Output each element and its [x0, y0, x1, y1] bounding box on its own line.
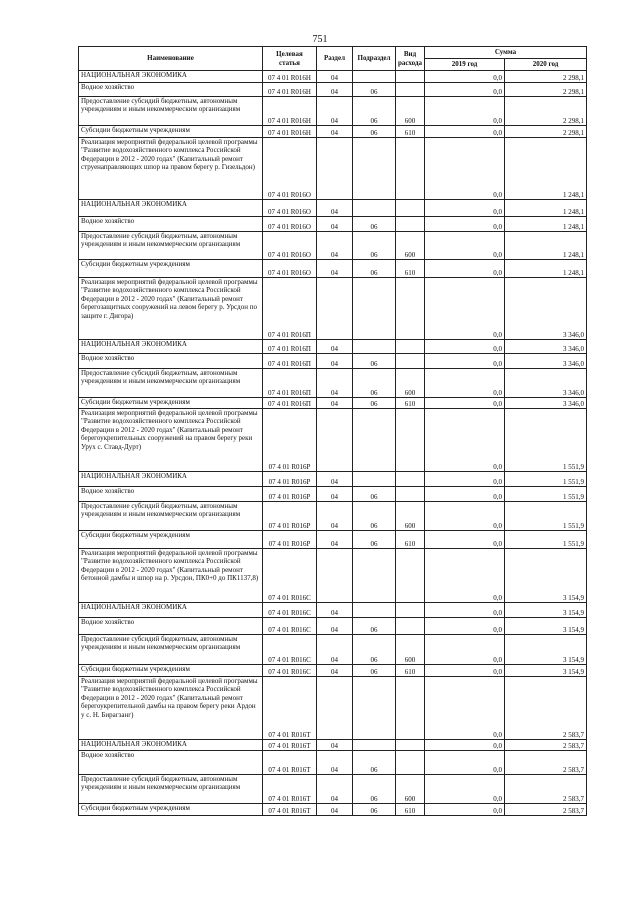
cell-expense-type: 610 — [396, 398, 425, 409]
cell-name: Водное хозяйство — [79, 751, 263, 775]
cell-2019: 0,0 — [425, 502, 505, 531]
cell-2019: 0,0 — [425, 126, 505, 138]
cell-article: 07 4 01 R016Н — [263, 83, 317, 97]
cell-2019: 0,0 — [425, 618, 505, 635]
cell-section: 04 — [317, 665, 353, 677]
cell-name: Водное хозяйство — [79, 217, 263, 232]
cell-expense-type — [396, 138, 425, 200]
table-row — [79, 83, 587, 97]
cell-subsection — [353, 603, 396, 618]
cell-name: Водное хозяйство — [79, 354, 263, 369]
cell-name: Субсидии бюджетным учреждениям — [79, 531, 263, 549]
cell-2019: 0,0 — [425, 487, 505, 502]
cell-article: 07 4 01 R016С — [263, 618, 317, 635]
cell-section: 04 — [317, 340, 353, 354]
cell-expense-type — [396, 83, 425, 97]
cell-name: Субсидии бюджетным учреждениям — [79, 398, 263, 409]
cell-expense-type: 610 — [396, 531, 425, 549]
cell-expense-type: 610 — [396, 804, 425, 816]
cell-name: Реализация мероприятий федеральной целевой программы "Развитие водохозяйственного комплекса Российской Федерации в 2012 - 2020 годах" (Капитальный ремонт берегоукрепительной дамбы на правом берегу реки Ардон у с. Н. Бирагзанг) — [79, 677, 263, 740]
header-year-2020: 2020 год — [505, 59, 587, 71]
cell-expense-type — [396, 472, 425, 487]
cell-section: 04 — [317, 502, 353, 531]
cell-section: 04 — [317, 603, 353, 618]
cell-name: Водное хозяйство — [79, 487, 263, 502]
cell-article: 07 4 01 R016Т — [263, 740, 317, 751]
cell-name: Предоставление субсидий бюджетным, автономным учреждениям и иным некоммерческим организациям — [79, 97, 263, 126]
cell-expense-type — [396, 409, 425, 472]
cell-section: 04 — [317, 751, 353, 775]
cell-subsection: 06 — [353, 618, 396, 635]
cell-article: 07 4 01 R016О — [263, 232, 317, 260]
table-row — [79, 217, 587, 232]
cell-expense-type — [396, 487, 425, 502]
cell-article: 07 4 01 R016Р — [263, 409, 317, 472]
cell-article: 07 4 01 R016Т — [263, 775, 317, 804]
cell-expense-type — [396, 217, 425, 232]
cell-article: 07 4 01 R016П — [263, 369, 317, 398]
header-subsection: Подраздел — [353, 47, 396, 71]
cell-article: 07 4 01 R016Т — [263, 677, 317, 740]
cell-subsection: 06 — [353, 126, 396, 138]
cell-2020: 3 346,0 — [505, 369, 587, 398]
cell-2020: 2 298,1 — [505, 83, 587, 97]
cell-section: 04 — [317, 775, 353, 804]
cell-2019: 0,0 — [425, 740, 505, 751]
cell-subsection: 06 — [353, 354, 396, 369]
header-expense-type: Вид расхода — [396, 47, 425, 71]
cell-2019: 0,0 — [425, 97, 505, 126]
table-row — [79, 232, 587, 260]
cell-section: 04 — [317, 804, 353, 816]
cell-name: Предоставление субсидий бюджетным, автономным учреждениям и иным некоммерческим организациям — [79, 369, 263, 398]
cell-2020: 2 583,7 — [505, 677, 587, 740]
cell-2019: 0,0 — [425, 804, 505, 816]
table-row — [79, 775, 587, 804]
cell-section: 04 — [317, 740, 353, 751]
cell-section — [317, 549, 353, 603]
cell-expense-type: 600 — [396, 502, 425, 531]
cell-expense-type — [396, 340, 425, 354]
cell-expense-type: 600 — [396, 369, 425, 398]
cell-section: 04 — [317, 487, 353, 502]
cell-article: 07 4 01 R016С — [263, 549, 317, 603]
cell-article: 07 4 01 R016П — [263, 398, 317, 409]
cell-expense-type: 610 — [396, 126, 425, 138]
table-row — [79, 635, 587, 665]
cell-article: 07 4 01 R016Н — [263, 97, 317, 126]
cell-2020: 3 346,0 — [505, 340, 587, 354]
cell-name: НАЦИОНАЛЬНАЯ ЭКОНОМИКА — [79, 200, 263, 217]
cell-subsection — [353, 677, 396, 740]
cell-name: Предоставление субсидий бюджетным, автономным учреждениям и иным некоммерческим организациям — [79, 635, 263, 665]
cell-name: Водное хозяйство — [79, 618, 263, 635]
cell-subsection: 06 — [353, 502, 396, 531]
cell-2020: 1 248,1 — [505, 260, 587, 278]
cell-2020: 3 154,9 — [505, 665, 587, 677]
cell-name: НАЦИОНАЛЬНАЯ ЭКОНОМИКА — [79, 603, 263, 618]
cell-subsection: 06 — [353, 398, 396, 409]
table-row — [79, 278, 587, 340]
cell-2020: 1 248,1 — [505, 217, 587, 232]
cell-subsection: 06 — [353, 487, 396, 502]
cell-section: 04 — [317, 126, 353, 138]
cell-2020: 1 248,1 — [505, 138, 587, 200]
cell-name: НАЦИОНАЛЬНАЯ ЭКОНОМИКА — [79, 340, 263, 354]
cell-expense-type — [396, 603, 425, 618]
cell-2020: 1 551,9 — [505, 531, 587, 549]
cell-expense-type: 610 — [396, 665, 425, 677]
cell-2019: 0,0 — [425, 398, 505, 409]
cell-article: 07 4 01 R016Т — [263, 804, 317, 816]
cell-name: Субсидии бюджетным учреждениям — [79, 126, 263, 138]
cell-2020: 1 248,1 — [505, 200, 587, 217]
cell-name: НАЦИОНАЛЬНАЯ ЭКОНОМИКА — [79, 472, 263, 487]
cell-article: 07 4 01 R016О — [263, 200, 317, 217]
table-row — [79, 354, 587, 369]
cell-2020: 3 154,9 — [505, 603, 587, 618]
cell-section — [317, 138, 353, 200]
cell-2019: 0,0 — [425, 278, 505, 340]
table-row — [79, 71, 587, 83]
cell-2019: 0,0 — [425, 472, 505, 487]
cell-subsection — [353, 71, 396, 83]
cell-article: 07 4 01 R016Р — [263, 502, 317, 531]
cell-2020: 3 346,0 — [505, 398, 587, 409]
cell-2020: 3 154,9 — [505, 635, 587, 665]
header-year-2019: 2019 год — [425, 59, 505, 71]
cell-2019: 0,0 — [425, 775, 505, 804]
cell-section: 04 — [317, 232, 353, 260]
cell-subsection: 06 — [353, 751, 396, 775]
cell-subsection: 06 — [353, 97, 396, 126]
cell-section: 04 — [317, 71, 353, 83]
cell-article: 07 4 01 R016П — [263, 340, 317, 354]
cell-section: 04 — [317, 369, 353, 398]
table-row — [79, 398, 587, 409]
cell-name: Реализация мероприятий федеральной целевой программы "Развитие водохозяйственного комплекса Российской Федерации в 2012 - 2020 годах" (Капитальный ремонт берегозащитных сооружений на левом берегу р. Урсдон по защите г. Дигора) — [79, 278, 263, 340]
cell-section — [317, 278, 353, 340]
cell-subsection — [353, 740, 396, 751]
cell-2019: 0,0 — [425, 200, 505, 217]
table-row — [79, 677, 587, 740]
cell-section: 04 — [317, 83, 353, 97]
cell-2019: 0,0 — [425, 751, 505, 775]
cell-2020: 1 248,1 — [505, 232, 587, 260]
cell-section: 04 — [317, 200, 353, 217]
cell-expense-type: 600 — [396, 635, 425, 665]
cell-name: Предоставление субсидий бюджетным, автономным учреждениям и иным некоммерческим организациям — [79, 775, 263, 804]
table-row — [79, 472, 587, 487]
cell-expense-type — [396, 740, 425, 751]
cell-2019: 0,0 — [425, 71, 505, 83]
cell-subsection: 06 — [353, 217, 396, 232]
cell-2019: 0,0 — [425, 677, 505, 740]
cell-article: 07 4 01 R016П — [263, 354, 317, 369]
cell-2019: 0,0 — [425, 531, 505, 549]
cell-name: Реализация мероприятий федеральной целевой программы "Развитие водохозяйственного комплекса Российской Федерации в 2012 - 2020 годах" (Капитальный ремонт струенаправляющих шпор на правом берегу р. Гизельдон) — [79, 138, 263, 200]
header-row — [79, 47, 587, 59]
cell-article: 07 4 01 R016Н — [263, 126, 317, 138]
cell-2019: 0,0 — [425, 409, 505, 472]
cell-subsection — [353, 472, 396, 487]
table-row — [79, 665, 587, 677]
table-row — [79, 740, 587, 751]
cell-article: 07 4 01 R016О — [263, 260, 317, 278]
table-row — [79, 97, 587, 126]
cell-2020: 2 583,7 — [505, 740, 587, 751]
cell-subsection: 06 — [353, 804, 396, 816]
cell-expense-type — [396, 549, 425, 603]
cell-name: НАЦИОНАЛЬНАЯ ЭКОНОМИКА — [79, 71, 263, 83]
budget-table — [78, 46, 587, 816]
cell-section — [317, 677, 353, 740]
cell-article: 07 4 01 R016Р — [263, 531, 317, 549]
cell-article: 07 4 01 R016Т — [263, 751, 317, 775]
cell-name: Субсидии бюджетным учреждениям — [79, 665, 263, 677]
header-section: Раздел — [317, 47, 353, 71]
cell-article: 07 4 01 R016П — [263, 278, 317, 340]
cell-subsection — [353, 200, 396, 217]
cell-expense-type: 600 — [396, 232, 425, 260]
cell-article: 07 4 01 R016Р — [263, 472, 317, 487]
cell-2020: 3 154,9 — [505, 618, 587, 635]
cell-2019: 0,0 — [425, 232, 505, 260]
cell-name: Предоставление субсидий бюджетным, автономным учреждениям и иным некоммерческим организациям — [79, 502, 263, 531]
table-row — [79, 200, 587, 217]
table-row — [79, 804, 587, 816]
cell-subsection — [353, 138, 396, 200]
cell-article: 07 4 01 R016О — [263, 138, 317, 200]
cell-article: 07 4 01 R016Р — [263, 487, 317, 502]
table-row — [79, 531, 587, 549]
cell-section: 04 — [317, 217, 353, 232]
cell-2020: 2 583,7 — [505, 804, 587, 816]
cell-subsection: 06 — [353, 232, 396, 260]
cell-subsection: 06 — [353, 369, 396, 398]
cell-section: 04 — [317, 398, 353, 409]
cell-2020: 2 583,7 — [505, 775, 587, 804]
cell-2020: 3 346,0 — [505, 354, 587, 369]
cell-2019: 0,0 — [425, 340, 505, 354]
cell-2019: 0,0 — [425, 635, 505, 665]
cell-subsection: 06 — [353, 665, 396, 677]
cell-subsection: 06 — [353, 260, 396, 278]
cell-2019: 0,0 — [425, 369, 505, 398]
cell-2020: 3 154,9 — [505, 549, 587, 603]
cell-name: Субсидии бюджетным учреждениям — [79, 260, 263, 278]
cell-section: 04 — [317, 97, 353, 126]
cell-name: Реализация мероприятий федеральной целевой программы "Развитие водохозяйственного комплекса Российской Федерации в 2012 - 2020 годах" (Капитальный ремонт бетонной дамбы и шпор на р. Урсдон, ПК0+0 до ПК1137,8) — [79, 549, 263, 603]
cell-expense-type — [396, 354, 425, 369]
cell-subsection: 06 — [353, 531, 396, 549]
cell-article: 07 4 01 R016С — [263, 603, 317, 618]
table-row — [79, 409, 587, 472]
cell-expense-type — [396, 278, 425, 340]
cell-section — [317, 409, 353, 472]
cell-2020: 1 551,9 — [505, 409, 587, 472]
cell-subsection — [353, 278, 396, 340]
table-row — [79, 603, 587, 618]
table-row — [79, 260, 587, 278]
cell-expense-type — [396, 71, 425, 83]
cell-section: 04 — [317, 260, 353, 278]
cell-article: 07 4 01 R016О — [263, 217, 317, 232]
cell-section: 04 — [317, 531, 353, 549]
cell-2019: 0,0 — [425, 260, 505, 278]
cell-expense-type — [396, 677, 425, 740]
cell-2020: 2 298,1 — [505, 71, 587, 83]
cell-subsection: 06 — [353, 635, 396, 665]
table-row — [79, 618, 587, 635]
cell-section: 04 — [317, 635, 353, 665]
cell-subsection — [353, 340, 396, 354]
cell-name: Предоставление субсидий бюджетным, автономным учреждениям и иным некоммерческим организациям — [79, 232, 263, 260]
cell-article: 07 4 01 R016С — [263, 635, 317, 665]
cell-section: 04 — [317, 618, 353, 635]
cell-2019: 0,0 — [425, 354, 505, 369]
cell-name: Субсидии бюджетным учреждениям — [79, 804, 263, 816]
cell-name: Реализация мероприятий федеральной целевой программы "Развитие водохозяйственного комплекса Российской Федерации в 2012 - 2020 годах" (Капитальный ремонт берегоукрепительных сооружений на правом берегу реки Урух с. Ставд-Дурт) — [79, 409, 263, 472]
cell-2020: 2 298,1 — [505, 126, 587, 138]
cell-section: 04 — [317, 354, 353, 369]
cell-2020: 1 551,9 — [505, 472, 587, 487]
table-row — [79, 502, 587, 531]
cell-name: НАЦИОНАЛЬНАЯ ЭКОНОМИКА — [79, 740, 263, 751]
cell-2019: 0,0 — [425, 83, 505, 97]
cell-expense-type: 600 — [396, 775, 425, 804]
table-row — [79, 549, 587, 603]
cell-expense-type — [396, 200, 425, 217]
table-row — [79, 369, 587, 398]
cell-2020: 1 551,9 — [505, 487, 587, 502]
cell-subsection — [353, 549, 396, 603]
cell-expense-type — [396, 751, 425, 775]
cell-expense-type — [396, 618, 425, 635]
cell-expense-type: 600 — [396, 97, 425, 126]
page-number: 751 — [312, 34, 328, 45]
table-row — [79, 138, 587, 200]
cell-subsection: 06 — [353, 775, 396, 804]
header-name: Наименование — [79, 47, 263, 71]
cell-article: 07 4 01 R016Н — [263, 71, 317, 83]
cell-expense-type: 610 — [396, 260, 425, 278]
cell-2019: 0,0 — [425, 665, 505, 677]
cell-subsection: 06 — [353, 83, 396, 97]
table-row — [79, 340, 587, 354]
cell-2019: 0,0 — [425, 217, 505, 232]
cell-2020: 1 551,9 — [505, 502, 587, 531]
cell-article: 07 4 01 R016С — [263, 665, 317, 677]
table-row — [79, 126, 587, 138]
cell-section: 04 — [317, 472, 353, 487]
cell-2019: 0,0 — [425, 603, 505, 618]
cell-2019: 0,0 — [425, 138, 505, 200]
table-row — [79, 751, 587, 775]
cell-subsection — [353, 409, 396, 472]
cell-2019: 0,0 — [425, 549, 505, 603]
header-sum: Сумма — [425, 47, 587, 59]
cell-2020: 2 583,7 — [505, 751, 587, 775]
table-row — [79, 487, 587, 502]
table-body — [79, 71, 587, 816]
cell-2020: 2 298,1 — [505, 97, 587, 126]
cell-name: Водное хозяйство — [79, 83, 263, 97]
header-article: Целевая статья — [263, 47, 317, 71]
cell-2020: 3 346,0 — [505, 278, 587, 340]
